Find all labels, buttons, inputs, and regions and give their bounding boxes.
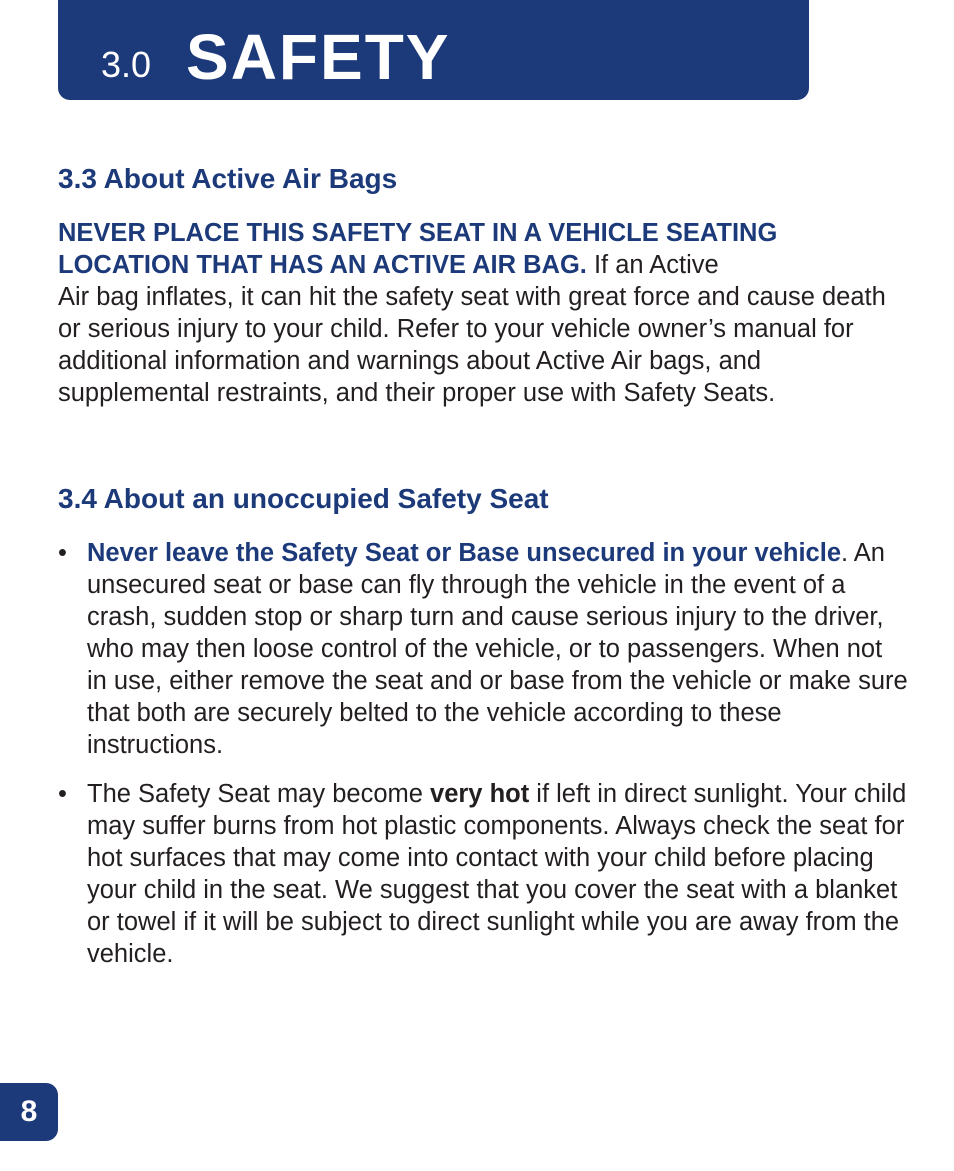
air-bag-warning-line2: LOCATION THAT HAS AN ACTIVE AIR BAG. [58,251,587,279]
bullet-bold-lead: Never leave the Safety Seat or Base unsecured in your vehicle [87,539,842,567]
heading-active-air-bags: 3.3 About Active Air Bags [58,163,398,194]
bullet-marker: • [58,539,67,567]
bullet-text [87,778,908,970]
bullet-body-end: if left in direct sunlight. Your child may suffer burns from hot plastic components. Always check the seat for hot surfaces that may come into contact with your child before placing your child in the seat. We suggest that you cover the seat with a blanket or towel if it will be subject to direct sunlight while you are away from the vehicle. [87,780,907,968]
page-number: 8 [20,1095,38,1128]
section-title: SAFETY [186,21,451,93]
section-number: 3.0 [101,44,152,85]
air-bag-warning-line1: NEVER PLACE THIS SAFETY SEAT IN A VEHICLE SEATING [58,219,778,247]
bullet-marker: • [58,780,67,808]
air-bag-intro-text: If an Active [586,251,719,279]
heading-unoccupied-seat: 3.4 About an unoccupied Safety Seat [58,483,549,514]
bullet-item-unsecured-seat [58,537,908,761]
bullet-bold-emphasis: very hot [430,780,530,808]
bullet-body: . An unsecured seat or base can fly through the vehicle in the event of a crash, sudden stop or sharp turn and cause serious injury to the driver, who may then loose control of the vehicle, or to passengers. When not in use, either remove the seat and or base from the vehicle or make sure that both are securely belted to the vehicle according to these instructions. [87,539,908,759]
bullet-body-start: The Safety Seat may become [87,780,431,808]
bullet-item-hot-seat [58,778,908,970]
air-bag-body-text: Air bag inflates, it can hit the safety seat with great force and cause death or serious injury to your child. Refer to your vehicle owner’s manual for additional information and warnings about Active Air bags, and supplemental restraints, and their proper use with Safety Seats. [58,283,886,407]
page-number-tab [0,1083,58,1141]
air-bag-paragraph [58,217,908,409]
bullet-text [87,537,908,761]
